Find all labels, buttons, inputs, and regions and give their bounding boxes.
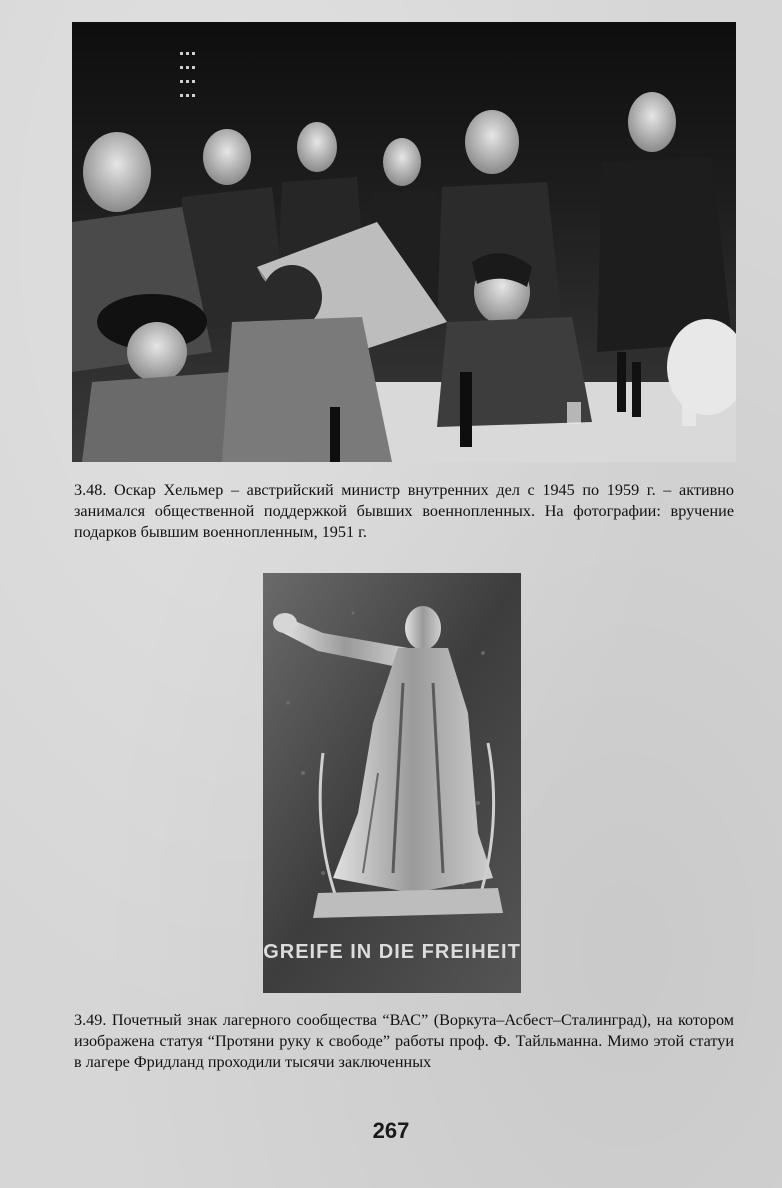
caption-text: Почетный знак лагерного сообщества “ВАС” (Воркута–Асбест–Сталинград), на котором изображена статуя “Протяни руку к свободе” работы проф. Ф. Тайльманна. Мимо этой статуи в лагере Фридланд проходили тысячи заключенных — [74, 1011, 734, 1071]
photo-plaque-statue-image — [263, 573, 521, 993]
photo-award-ceremony-image — [72, 22, 736, 462]
caption-text: Оскар Хельмер – австрийский министр внутренних дел с 1945 по 1959 г. – активно занимался общественной поддержкой бывших военнопленных. На фотографии: вручение подарков бывшим военнопленным, 1951 г. — [74, 481, 735, 541]
figure-number: 3.48. — [74, 481, 107, 499]
figure-number: 3.49. — [74, 1011, 107, 1029]
caption-fig-3-48 — [74, 480, 734, 543]
page-number: 267 — [372, 1118, 410, 1143]
photo-plaque-statue — [263, 573, 521, 993]
photo-award-ceremony — [72, 22, 736, 462]
caption-fig-3-49 — [74, 1010, 734, 1073]
plaque-inscription: GREIFE IN DIE FREIHEIT — [263, 941, 521, 963]
